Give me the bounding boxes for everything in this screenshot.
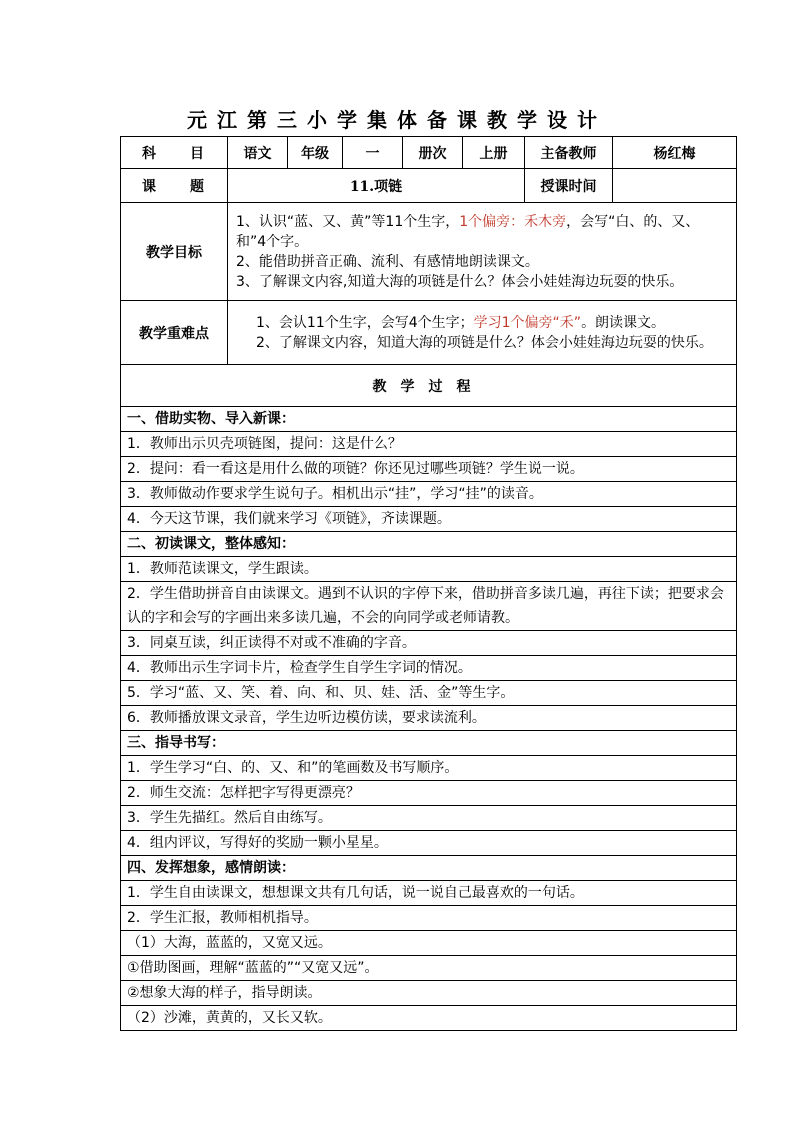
section-heading: 二、初读课文，整体感知： <box>121 532 737 557</box>
volume-label: 册次 <box>403 137 463 169</box>
time-label: 授课时间 <box>525 169 613 203</box>
process-step: （2）沙滩，黄黄的，又长又软。 <box>121 1006 737 1031</box>
process-step: 6．教师播放课文录音，学生边听边模仿读，要求读流利。 <box>121 706 737 731</box>
subject-value: 语文 <box>228 137 288 169</box>
volume-value: 上册 <box>463 137 525 169</box>
process-step: 1．教师出示贝壳项链图，提问：这是什么？ <box>121 432 737 457</box>
grade-value: 一 <box>343 137 403 169</box>
process-step: 1．学生自由读课文，想想课文共有几句话，说一说自己最喜欢的一句话。 <box>121 881 737 906</box>
difficulty-radical-highlight: 学习1个偏旁“禾” <box>473 314 582 331</box>
subject-label: 科 目 <box>121 137 228 169</box>
difficulty-line-1: 1、会认11个生字，会写4个生字；学习1个偏旁“禾”。朗读课文。 <box>256 314 666 331</box>
goal-radical-highlight: 1个偏旁：禾木旁 <box>459 213 567 230</box>
process-step: 1．学生学习“白、的、又、和”的笔画数及书写顺序。 <box>121 756 737 781</box>
goal-line-3: 3、了解课文内容,知道大海的项链是什么？体会小娃娃海边玩耍的快乐。 <box>236 273 684 290</box>
process-step: 3．学生先描红。然后自由练写。 <box>121 806 737 831</box>
process-step: 4．今天这节课，我们就来学习《项链》，齐读课题。 <box>121 507 737 532</box>
section-heading: 三、指导书写： <box>121 731 737 756</box>
lesson-plan-table <box>120 136 737 1031</box>
process-step: 3．同桌互读，纠正读得不对或不准确的字音。 <box>121 631 737 656</box>
difficulties-label: 教学重难点 <box>121 301 228 365</box>
grade-label: 年级 <box>288 137 343 169</box>
teacher-value: 杨红梅 <box>613 137 737 169</box>
topic-value: 11.项链 <box>228 169 525 203</box>
time-value <box>613 169 737 203</box>
topic-label: 课 题 <box>121 169 228 203</box>
difficulty-line-2: 2、了解课文内容，知道大海的项链是什么？体会小娃娃海边玩耍的快乐。 <box>256 334 713 351</box>
page-title: 元江第三小学集体备课教学设计 <box>187 108 607 132</box>
process-step: 3．教师做动作要求学生说句子。相机出示“挂”，学习“挂”的读音。 <box>121 482 737 507</box>
goal-line-1: 1、认识“蓝、又、黄”等11个生字，1个偏旁：禾木旁，会写“白、的、又、和”4个字。 <box>236 213 700 250</box>
difficulties-content <box>228 301 737 365</box>
process-title: 教学过程 <box>121 365 737 407</box>
process-step: 5．学习“蓝、又、笑、着、向、和、贝、娃、活、金”等生字。 <box>121 681 737 706</box>
section-heading: 四、发挥想象，感情朗读： <box>121 856 737 881</box>
goals-content <box>228 203 737 301</box>
section-heading: 一、借助实物、导入新课： <box>121 407 737 432</box>
process-step: 2．师生交流：怎样把字写得更漂亮？ <box>121 781 737 806</box>
process-step: 2．学生借助拼音自由读课文。遇到不认识的字停下来，借助拼音多读几遍，再往下读；把要求会认的字和会写的字画出来多读几遍，不会的向同学或老师请教。 <box>121 582 737 631</box>
process-step: （1）大海，蓝蓝的，又宽又远。 <box>121 931 737 956</box>
process-step: 1．教师范读课文，学生跟读。 <box>121 557 737 582</box>
goal-line-2: 2、能借助拼音正确、流利、有感情地朗读课文。 <box>236 253 539 270</box>
teacher-label: 主备教师 <box>525 137 613 169</box>
process-step: ①借助图画，理解“蓝蓝的”“又宽又远”。 <box>121 956 737 981</box>
goals-label: 教学目标 <box>121 203 228 301</box>
process-step: 2．提问：看一看这是用什么做的项链？你还见过哪些项链？学生说一说。 <box>121 457 737 482</box>
process-step: 4．组内评议，写得好的奖励一颗小星星。 <box>121 831 737 856</box>
process-step: ②想象大海的样子，指导朗读。 <box>121 981 737 1006</box>
process-step: 4．教师出示生字词卡片，检查学生自学生字词的情况。 <box>121 656 737 681</box>
process-step: 2．学生汇报，教师相机指导。 <box>121 906 737 931</box>
